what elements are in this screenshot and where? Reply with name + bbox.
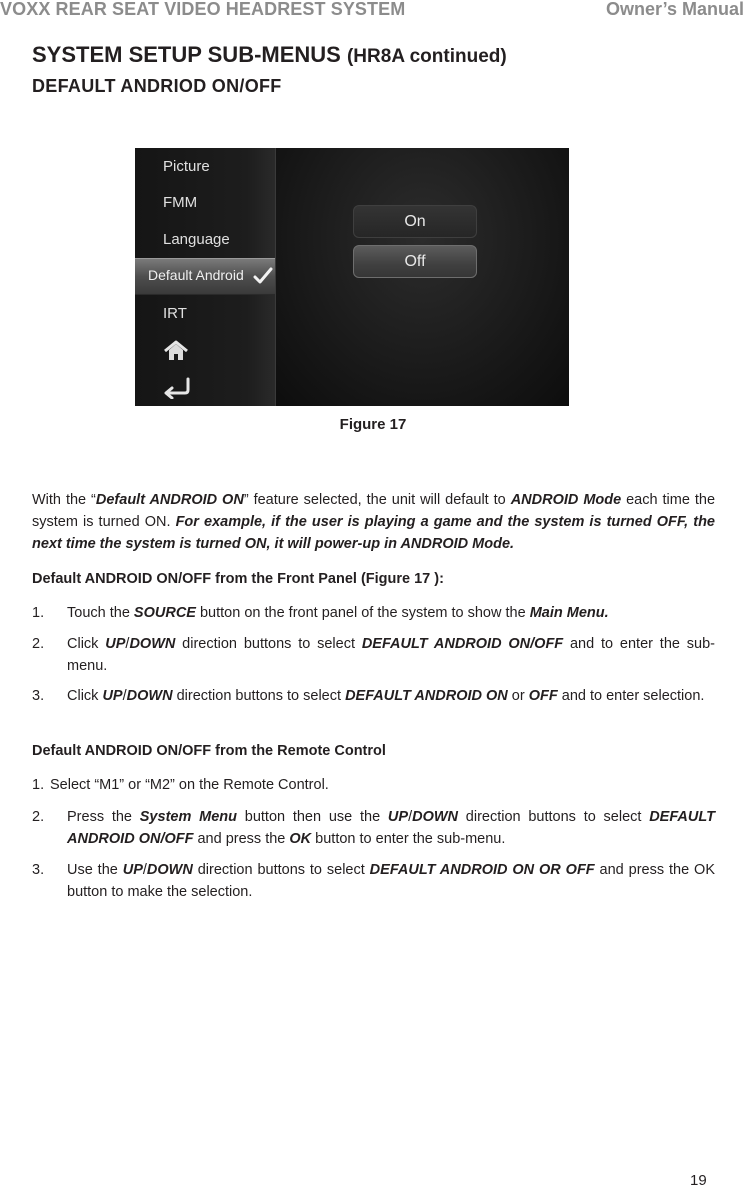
menu-item-irt[interactable]: IRT [163, 305, 187, 322]
option-off-button[interactable]: Off [353, 245, 477, 278]
back-icon[interactable] [163, 377, 193, 399]
home-icon[interactable] [163, 340, 189, 362]
intro-emphasis: For example, if the user is playing a game and the system is turned OFF, the next time the system is turned ON, it will power-up in ANDROID Mode. [32, 514, 715, 552]
menu-item-picture[interactable]: Picture [163, 158, 210, 175]
menu-item-language[interactable]: Language [163, 231, 230, 248]
step-text: Press the [67, 809, 140, 825]
step-emphasis: SOURCE [133, 605, 196, 621]
section-title [32, 42, 507, 68]
figure-caption: Figure 17 [339, 416, 407, 433]
step-emphasis: OK [289, 831, 312, 847]
settings-menu [135, 148, 276, 406]
page-number: 19 [690, 1172, 707, 1189]
step-emphasis: DOWN [126, 688, 173, 704]
step-emphasis: UP [387, 809, 409, 825]
front-panel-step [32, 685, 715, 707]
step-text: / [142, 862, 147, 878]
step-number: 3. [32, 688, 45, 704]
options-pane [276, 148, 569, 406]
step-text: button to enter the sub-menu. [311, 831, 506, 847]
section-title-main: SYSTEM SETUP SUB-MENUS [32, 42, 341, 67]
step-text: Use the [67, 862, 123, 878]
step-text: Touch the [67, 605, 134, 621]
menu-item-default-android-label: Default Android [148, 267, 244, 283]
step-text: direction buttons to select [175, 636, 362, 652]
step-emphasis: UP [102, 688, 123, 704]
intro-text: With the “ [32, 492, 96, 508]
step-emphasis: OFF [528, 688, 558, 704]
step-text: / [408, 809, 413, 825]
step-emphasis: System Menu [139, 809, 237, 825]
intro-paragraph [32, 489, 715, 555]
step-text: direction buttons to select [192, 862, 370, 878]
step-text: Click [67, 688, 103, 704]
step-emphasis: DOWN [146, 862, 193, 878]
front-panel-heading: Default ANDROID ON/OFF from the Front Panel (Figure 17 ): [32, 571, 444, 587]
step-emphasis: Main Menu. [529, 605, 609, 621]
step-text: button then use the [236, 809, 388, 825]
menu-item-default-android[interactable] [135, 258, 275, 295]
step-number: 2. [32, 636, 45, 652]
header-manual-label: Owner’s Manual [605, 0, 744, 19]
step-emphasis: DOWN [412, 809, 459, 825]
step-emphasis: DEFAULT ANDROID ON OR OFF [369, 862, 595, 878]
intro-emphasis: ANDROID Mode [510, 492, 622, 508]
step-text: and press the [193, 831, 290, 847]
intro-text: ” feature selected, the unit will default to [243, 492, 511, 508]
section-subtitle: DEFAULT ANDRIOD ON/OFF [32, 76, 282, 96]
menu-item-fmm[interactable]: FMM [163, 194, 198, 211]
step-text: and to enter the sub-menu. [67, 636, 715, 674]
step-text: / [122, 688, 127, 704]
intro-emphasis: Default ANDROID ON [95, 492, 244, 508]
step-number: 1. [32, 777, 45, 793]
step-text: and to enter selection. [557, 688, 705, 704]
step-number: 3. [32, 862, 45, 878]
front-panel-step [32, 633, 715, 677]
header-title: VOXX REAR SEAT VIDEO HEADREST SYSTEM [0, 0, 406, 19]
step-emphasis: UP [105, 636, 126, 652]
step-text: Select “M1” or “M2” on the Remote Control. [50, 777, 329, 793]
check-icon [253, 266, 273, 286]
step-emphasis: DEFAULT ANDROID ON/OFF [361, 636, 564, 652]
step-text: or [507, 688, 529, 704]
menu-screen-figure [135, 148, 569, 406]
step-text: direction buttons to select [172, 688, 346, 704]
step-text: and press the OK button to make the selection. [67, 862, 715, 900]
step-text: direction buttons to select [458, 809, 650, 825]
remote-step [32, 859, 715, 903]
remote-step [32, 774, 715, 796]
option-on-button[interactable]: On [353, 205, 477, 238]
section-title-continued: (HR8A continued) [346, 46, 507, 67]
remote-step [32, 806, 715, 850]
step-text: / [125, 636, 130, 652]
intro-text: each time the system is turned ON. [32, 492, 716, 530]
remote-heading: Default ANDROID ON/OFF from the Remote Control [32, 743, 386, 759]
step-text: button on the front panel of the system to show the [195, 605, 530, 621]
front-panel-step [32, 602, 715, 624]
step-emphasis: DEFAULT ANDROID ON [345, 688, 508, 704]
step-emphasis: DOWN [129, 636, 176, 652]
step-number: 1. [32, 605, 45, 621]
step-emphasis: DEFAULT ANDROID ON/OFF [67, 809, 715, 847]
step-emphasis: UP [122, 862, 143, 878]
step-text: Click [67, 636, 106, 652]
step-number: 2. [32, 809, 45, 825]
